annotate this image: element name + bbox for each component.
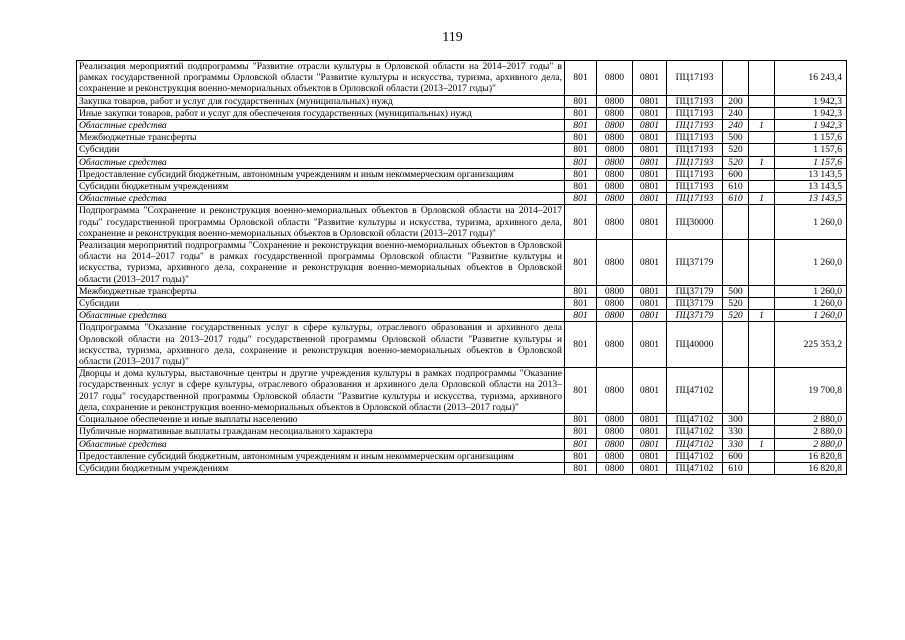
code-section: 0800 xyxy=(597,193,633,205)
code-expense-type: 600 xyxy=(723,450,749,462)
code-section: 0800 xyxy=(597,298,633,310)
code-expense-type xyxy=(723,205,749,240)
code-source xyxy=(749,107,775,119)
code-expense-type xyxy=(723,322,749,368)
code-section: 0800 xyxy=(597,107,633,119)
row-amount: 1 157,6 xyxy=(775,132,847,144)
code-section: 0800 xyxy=(597,120,633,132)
row-name: Предоставление субсидий бюджетным, автономным учреждениям и иным некоммерческим организациям xyxy=(77,168,565,180)
row-name: Областные средства xyxy=(77,193,565,205)
row-name: Предоставление субсидий бюджетным, автономным учреждениям и иным некоммерческим организациям xyxy=(77,450,565,462)
code-target-article: ПЦ47102 xyxy=(667,438,723,450)
row-name: Субсидии xyxy=(77,144,565,156)
table-row xyxy=(77,414,847,426)
code-source: 1 xyxy=(749,193,775,205)
code-subsection: 0801 xyxy=(633,156,667,168)
code-target-article: ПЦ47102 xyxy=(667,462,723,474)
code-section: 0800 xyxy=(597,156,633,168)
table-row xyxy=(77,438,847,450)
code-target-article: ПЦ17193 xyxy=(667,144,723,156)
row-name: Областные средства xyxy=(77,120,565,132)
code-expense-type: 610 xyxy=(723,193,749,205)
code-target-article: ПЦ40000 xyxy=(667,322,723,368)
code-expense-type: 520 xyxy=(723,156,749,168)
code-source: 1 xyxy=(749,156,775,168)
code-target-article: ПЦ37179 xyxy=(667,310,723,322)
code-source xyxy=(749,181,775,193)
code-target-article: ПЦ37179 xyxy=(667,298,723,310)
table-row xyxy=(77,132,847,144)
code-subsection: 0801 xyxy=(633,426,667,438)
table-row xyxy=(77,205,847,240)
row-name: Субсидии бюджетным учреждениям xyxy=(77,181,565,193)
row-name: Реализация мероприятий подпрограммы "Сохранение и реконструкция военно-мемориальных объектов в Орловской области на 2014–2017 годы" в рамках государственной программы Орловской области "Развитие культуры и искусства, туризма, архивного дела, сохранение и реконструкция военно-мемориальных объектов в Орловской области (2013–2017 годы)" xyxy=(77,240,565,286)
row-amount: 19 700,8 xyxy=(775,368,847,414)
code-expense-type: 520 xyxy=(723,144,749,156)
code-ministry: 801 xyxy=(565,156,597,168)
code-ministry: 801 xyxy=(565,285,597,297)
row-name: Реализация мероприятий подпрограммы "Развитие отрасли культуры в Орловской области на 2014–2017 годы" в рамках государственной программы Орловской области "Развитие культуры и искусства, туризма, архивного дела, сохранение и реконструкция военно-мемориальных объектов в Орловской области (2013–2017 годы)" xyxy=(77,61,565,96)
row-name: Иные закупки товаров, работ и услуг для обеспечения государственных (муниципальных) нужд xyxy=(77,107,565,119)
code-expense-type xyxy=(723,240,749,286)
code-target-article: ПЦ17193 xyxy=(667,193,723,205)
table-row xyxy=(77,285,847,297)
code-source xyxy=(749,426,775,438)
code-section: 0800 xyxy=(597,426,633,438)
code-subsection: 0801 xyxy=(633,181,667,193)
code-source xyxy=(749,368,775,414)
code-section: 0800 xyxy=(597,95,633,107)
code-target-article: ПЦ37179 xyxy=(667,285,723,297)
code-expense-type: 240 xyxy=(723,107,749,119)
row-name: Подпрограмма "Сохранение и реконструкция военно-мемориальных объектов в Орловской области на 2014–2017 годы" государственной программы Орловской области "Развитие культуры и искусства, туризма, архивного дела, сохранение и реконструкция военно-мемориальных объектов в Орловской области (2013–2017 годы)" xyxy=(77,205,565,240)
budget-table xyxy=(76,60,847,475)
code-section: 0800 xyxy=(597,368,633,414)
code-subsection: 0801 xyxy=(633,298,667,310)
code-source xyxy=(749,414,775,426)
code-ministry: 801 xyxy=(565,438,597,450)
code-subsection: 0801 xyxy=(633,322,667,368)
row-name: Социальное обеспечение и иные выплаты населению xyxy=(77,414,565,426)
code-expense-type xyxy=(723,61,749,96)
code-ministry: 801 xyxy=(565,61,597,96)
code-section: 0800 xyxy=(597,168,633,180)
code-source xyxy=(749,285,775,297)
code-subsection: 0801 xyxy=(633,368,667,414)
code-source xyxy=(749,322,775,368)
code-subsection: 0801 xyxy=(633,168,667,180)
row-amount: 1 942,3 xyxy=(775,120,847,132)
row-name: Субсидии xyxy=(77,298,565,310)
row-name: Областные средства xyxy=(77,438,565,450)
row-amount: 1 260,0 xyxy=(775,240,847,286)
code-subsection: 0801 xyxy=(633,144,667,156)
table-row xyxy=(77,120,847,132)
table-row xyxy=(77,181,847,193)
table-row xyxy=(77,310,847,322)
table-row xyxy=(77,450,847,462)
row-amount: 1 942,3 xyxy=(775,95,847,107)
code-ministry: 801 xyxy=(565,322,597,368)
code-section: 0800 xyxy=(597,438,633,450)
code-ministry: 801 xyxy=(565,132,597,144)
code-ministry: 801 xyxy=(565,120,597,132)
code-target-article: ПЦ47102 xyxy=(667,426,723,438)
code-section: 0800 xyxy=(597,414,633,426)
row-name: Областные средства xyxy=(77,156,565,168)
table-row xyxy=(77,156,847,168)
code-section: 0800 xyxy=(597,285,633,297)
page-number: 119 xyxy=(442,30,463,45)
row-amount: 1 260,0 xyxy=(775,310,847,322)
code-ministry: 801 xyxy=(565,462,597,474)
table-row xyxy=(77,426,847,438)
row-name: Закупка товаров, работ и услуг для государственных (муниципальных) нужд xyxy=(77,95,565,107)
code-source: 1 xyxy=(749,438,775,450)
code-section: 0800 xyxy=(597,322,633,368)
code-expense-type xyxy=(723,368,749,414)
code-subsection: 0801 xyxy=(633,132,667,144)
code-section: 0800 xyxy=(597,144,633,156)
code-target-article: ПЦ17193 xyxy=(667,156,723,168)
code-ministry: 801 xyxy=(565,414,597,426)
code-ministry: 801 xyxy=(565,310,597,322)
code-section: 0800 xyxy=(597,310,633,322)
row-amount: 16 820,8 xyxy=(775,462,847,474)
table-row xyxy=(77,298,847,310)
table-row xyxy=(77,240,847,286)
code-subsection: 0801 xyxy=(633,285,667,297)
code-section: 0800 xyxy=(597,450,633,462)
code-ministry: 801 xyxy=(565,240,597,286)
row-name: Публичные нормативные выплаты гражданам несоциального характера xyxy=(77,426,565,438)
code-source: 1 xyxy=(749,120,775,132)
code-source xyxy=(749,462,775,474)
code-target-article: ПЦ17193 xyxy=(667,120,723,132)
row-amount: 16 820,8 xyxy=(775,450,847,462)
code-source xyxy=(749,298,775,310)
code-target-article: ПЦ47102 xyxy=(667,368,723,414)
code-expense-type: 330 xyxy=(723,438,749,450)
table-row xyxy=(77,193,847,205)
code-expense-type: 520 xyxy=(723,310,749,322)
code-section: 0800 xyxy=(597,240,633,286)
code-target-article: ПЦ47102 xyxy=(667,414,723,426)
code-section: 0800 xyxy=(597,181,633,193)
table-body xyxy=(77,61,847,475)
code-subsection: 0801 xyxy=(633,61,667,96)
code-subsection: 0801 xyxy=(633,205,667,240)
row-name: Субсидии бюджетным учреждениям xyxy=(77,462,565,474)
row-name: Областные средства xyxy=(77,310,565,322)
row-name: Подпрограмма "Оказание государственных услуг в сфере культуры, отраслевого образования и архивного дела Орловской области на 2013–2017 годы" государственной программы Орловской области "Развитие культуры и искусства, туризма, архивного дела, сохранение и реконструкция военно-мемориальных объектов в Орловской области (2013–2017 годы)" xyxy=(77,322,565,368)
code-subsection: 0801 xyxy=(633,107,667,119)
code-source xyxy=(749,205,775,240)
code-target-article: ПЦ17193 xyxy=(667,168,723,180)
row-amount: 1 260,0 xyxy=(775,205,847,240)
code-expense-type: 300 xyxy=(723,414,749,426)
code-target-article: ПЦ17193 xyxy=(667,181,723,193)
code-source xyxy=(749,240,775,286)
code-target-article: ПЦ17193 xyxy=(667,61,723,96)
code-target-article: ПЦ17193 xyxy=(667,95,723,107)
code-expense-type: 330 xyxy=(723,426,749,438)
code-expense-type: 610 xyxy=(723,462,749,474)
code-expense-type: 500 xyxy=(723,132,749,144)
code-subsection: 0801 xyxy=(633,450,667,462)
table-row xyxy=(77,322,847,368)
table-row xyxy=(77,107,847,119)
code-expense-type: 600 xyxy=(723,168,749,180)
row-amount: 1 157,6 xyxy=(775,156,847,168)
code-subsection: 0801 xyxy=(633,120,667,132)
code-ministry: 801 xyxy=(565,168,597,180)
code-ministry: 801 xyxy=(565,95,597,107)
table-row xyxy=(77,144,847,156)
code-ministry: 801 xyxy=(565,426,597,438)
row-amount: 13 143,5 xyxy=(775,168,847,180)
code-expense-type: 500 xyxy=(723,285,749,297)
code-target-article: ПЦ17193 xyxy=(667,132,723,144)
code-section: 0800 xyxy=(597,205,633,240)
table-row xyxy=(77,168,847,180)
code-ministry: 801 xyxy=(565,193,597,205)
code-target-article: ПЦ17193 xyxy=(667,107,723,119)
row-amount: 16 243,4 xyxy=(775,61,847,96)
row-amount: 13 143,5 xyxy=(775,181,847,193)
code-source xyxy=(749,95,775,107)
code-ministry: 801 xyxy=(565,205,597,240)
code-target-article: ПЦ37179 xyxy=(667,240,723,286)
code-subsection: 0801 xyxy=(633,310,667,322)
row-name: Межбюджетные трансферты xyxy=(77,132,565,144)
code-subsection: 0801 xyxy=(633,462,667,474)
row-amount: 1 260,0 xyxy=(775,298,847,310)
table-row xyxy=(77,368,847,414)
code-subsection: 0801 xyxy=(633,193,667,205)
code-source: 1 xyxy=(749,310,775,322)
code-source xyxy=(749,61,775,96)
table-row xyxy=(77,462,847,474)
code-subsection: 0801 xyxy=(633,438,667,450)
row-amount: 13 143,5 xyxy=(775,193,847,205)
code-subsection: 0801 xyxy=(633,240,667,286)
row-amount: 1 260,0 xyxy=(775,285,847,297)
code-ministry: 801 xyxy=(565,107,597,119)
code-ministry: 801 xyxy=(565,450,597,462)
row-amount: 2 880,0 xyxy=(775,414,847,426)
row-name: Дворцы и дома культуры, выставочные центры и другие учреждения культуры в рамках подпрограммы "Оказание государственных услуг в сфере культуры, отраслевого образования и архивного дела Орловской области на 2013–2017 годы" государственной программы Орловской области "Развитие культуры и искусства, туризма, архивного дела, сохранение и реконструкция военно-мемориальных объектов в Орловской области (2013–2017 годы)" xyxy=(77,368,565,414)
row-amount: 2 880,0 xyxy=(775,438,847,450)
code-ministry: 801 xyxy=(565,181,597,193)
row-amount: 1 942,3 xyxy=(775,107,847,119)
code-section: 0800 xyxy=(597,132,633,144)
code-target-article: ПЦ30000 xyxy=(667,205,723,240)
code-section: 0800 xyxy=(597,462,633,474)
code-section: 0800 xyxy=(597,61,633,96)
code-ministry: 801 xyxy=(565,368,597,414)
code-source xyxy=(749,450,775,462)
code-source xyxy=(749,132,775,144)
code-expense-type: 240 xyxy=(723,120,749,132)
row-amount: 2 880,0 xyxy=(775,426,847,438)
code-source xyxy=(749,144,775,156)
code-source xyxy=(749,168,775,180)
code-subsection: 0801 xyxy=(633,414,667,426)
row-amount: 225 353,2 xyxy=(775,322,847,368)
code-ministry: 801 xyxy=(565,144,597,156)
code-subsection: 0801 xyxy=(633,95,667,107)
code-ministry: 801 xyxy=(565,298,597,310)
code-expense-type: 520 xyxy=(723,298,749,310)
code-expense-type: 610 xyxy=(723,181,749,193)
table-row xyxy=(77,61,847,96)
code-target-article: ПЦ47102 xyxy=(667,450,723,462)
table-row xyxy=(77,95,847,107)
row-name: Межбюджетные трансферты xyxy=(77,285,565,297)
row-amount: 1 157,6 xyxy=(775,144,847,156)
code-expense-type: 200 xyxy=(723,95,749,107)
